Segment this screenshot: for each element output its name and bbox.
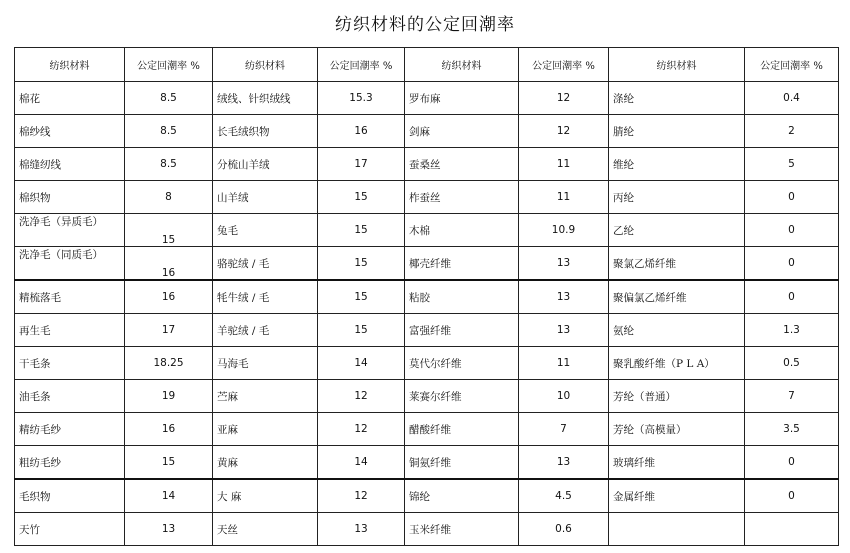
regain-value-cell: 14 [318, 347, 405, 380]
regain-value-cell: 5 [745, 148, 839, 181]
table-header-row [15, 48, 839, 82]
material-name-cell: 聚偏氯乙烯纤维 [609, 280, 745, 314]
regain-value-cell: 7 [745, 380, 839, 413]
regain-value-cell: 0 [745, 247, 839, 281]
regain-value-cell: 0.6 [519, 513, 609, 546]
column-header-material: 纺织材料 [15, 48, 125, 82]
material-name-cell: 牦牛绒 / 毛 [213, 280, 318, 314]
material-name-cell: 羊驼绒 / 毛 [213, 314, 318, 347]
regain-value-cell: 15 [125, 214, 213, 247]
material-name-cell: 棉织物 [15, 181, 125, 214]
material-name-cell: 粗纺毛纱 [15, 446, 125, 480]
table-row [15, 446, 839, 480]
column-header-regain: 公定回潮率 % [318, 48, 405, 82]
table-row [15, 413, 839, 446]
material-name-cell: 涤纶 [609, 82, 745, 115]
material-name-cell: 棉花 [15, 82, 125, 115]
regain-value-cell: 17 [125, 314, 213, 347]
regain-value-cell: 15 [318, 181, 405, 214]
material-name-cell: 山羊绒 [213, 181, 318, 214]
regain-value-cell: 10.9 [519, 214, 609, 247]
column-header-regain: 公定回潮率 % [125, 48, 213, 82]
material-name-cell: 铜氨纤维 [405, 446, 519, 480]
regain-value-cell: 8 [125, 181, 213, 214]
material-name-cell: 苎麻 [213, 380, 318, 413]
regain-value-cell: 4.5 [519, 479, 609, 513]
material-name-cell: 兔毛 [213, 214, 318, 247]
material-name-cell: 木棉 [405, 214, 519, 247]
material-name-cell: 棉纱线 [15, 115, 125, 148]
regain-value-cell: 11 [519, 148, 609, 181]
regain-value-cell: 16 [125, 413, 213, 446]
regain-value-cell: 0 [745, 479, 839, 513]
regain-value-cell: 13 [519, 446, 609, 480]
regain-value-cell: 0 [745, 181, 839, 214]
column-header-regain: 公定回潮率 % [519, 48, 609, 82]
material-name-cell: 大 麻 [213, 479, 318, 513]
regain-value-cell: 14 [125, 479, 213, 513]
regain-value-cell: 13 [519, 314, 609, 347]
material-name-cell: 玻璃纤维 [609, 446, 745, 480]
regain-value-cell: 13 [519, 247, 609, 281]
material-name-cell: 绒线、针织绒线 [213, 82, 318, 115]
material-name-cell: 莱赛尔纤维 [405, 380, 519, 413]
table-row [15, 380, 839, 413]
regain-value-cell: 8.5 [125, 148, 213, 181]
regain-value-cell: 8.5 [125, 115, 213, 148]
material-name-cell: 乙纶 [609, 214, 745, 247]
material-name-cell: 醋酸纤维 [405, 413, 519, 446]
material-name-cell: 金属纤维 [609, 479, 745, 513]
material-name-cell: 天丝 [213, 513, 318, 546]
regain-value-cell: 16 [318, 115, 405, 148]
regain-value-cell: 15.3 [318, 82, 405, 115]
regain-value-cell: 12 [519, 82, 609, 115]
material-name-cell: 剑麻 [405, 115, 519, 148]
column-header-material: 纺织材料 [405, 48, 519, 82]
table-row [15, 115, 839, 148]
regain-value-cell [745, 513, 839, 546]
regain-value-cell: 12 [318, 380, 405, 413]
material-name-cell: 干毛条 [15, 347, 125, 380]
regain-value-cell: 15 [318, 314, 405, 347]
material-name-cell: 天竹 [15, 513, 125, 546]
regain-value-cell: 12 [519, 115, 609, 148]
material-name-cell: 莫代尔纤维 [405, 347, 519, 380]
regain-value-cell: 12 [318, 479, 405, 513]
material-name-cell: 马海毛 [213, 347, 318, 380]
regain-value-cell: 13 [318, 513, 405, 546]
material-name-cell: 氨纶 [609, 314, 745, 347]
material-name-cell: 维纶 [609, 148, 745, 181]
regain-value-cell: 16 [125, 280, 213, 314]
table-row [15, 347, 839, 380]
regain-value-cell: 8.5 [125, 82, 213, 115]
material-name-cell: 柞蚕丝 [405, 181, 519, 214]
regain-value-cell: 0.4 [745, 82, 839, 115]
regain-value-cell: 0.5 [745, 347, 839, 380]
regain-value-cell: 15 [318, 214, 405, 247]
regain-value-cell: 19 [125, 380, 213, 413]
regain-value-cell: 12 [318, 413, 405, 446]
regain-value-cell: 16 [125, 247, 213, 281]
material-name-cell: 粘胶 [405, 280, 519, 314]
material-name-cell [609, 513, 745, 546]
regain-value-cell: 2 [745, 115, 839, 148]
material-name-cell: 蚕桑丝 [405, 148, 519, 181]
regain-value-cell: 10 [519, 380, 609, 413]
material-name-cell: 黄麻 [213, 446, 318, 480]
regain-value-cell: 7 [519, 413, 609, 446]
material-name-cell: 腈纶 [609, 115, 745, 148]
regain-value-cell: 13 [125, 513, 213, 546]
table-row [15, 214, 839, 247]
material-name-cell: 亚麻 [213, 413, 318, 446]
regain-value-cell: 0 [745, 446, 839, 480]
table-row [15, 148, 839, 181]
material-name-cell: 芳纶（普通） [609, 380, 745, 413]
material-name-cell: 富强纤维 [405, 314, 519, 347]
material-name-cell: 分梳山羊绒 [213, 148, 318, 181]
regain-value-cell: 11 [519, 347, 609, 380]
regain-value-cell: 11 [519, 181, 609, 214]
table-row [15, 82, 839, 115]
material-name-cell: 丙纶 [609, 181, 745, 214]
material-name-cell: 锦纶 [405, 479, 519, 513]
table-row [15, 181, 839, 214]
table-row [15, 314, 839, 347]
regain-value-cell: 18.25 [125, 347, 213, 380]
material-name-cell: 聚氯乙烯纤维 [609, 247, 745, 281]
regain-value-cell: 15 [318, 280, 405, 314]
material-name-cell: 精纺毛纱 [15, 413, 125, 446]
column-header-material: 纺织材料 [609, 48, 745, 82]
material-name-cell: 长毛绒织物 [213, 115, 318, 148]
material-name-cell: 精梳落毛 [15, 280, 125, 314]
regain-value-cell: 13 [519, 280, 609, 314]
regain-value-cell: 3.5 [745, 413, 839, 446]
material-name-cell: 油毛条 [15, 380, 125, 413]
material-name-cell: 洗净毛（异质毛） [15, 214, 125, 247]
material-name-cell: 椰壳纤维 [405, 247, 519, 281]
table-row [15, 280, 839, 314]
material-name-cell: 毛织物 [15, 479, 125, 513]
material-name-cell: 玉米纤维 [405, 513, 519, 546]
regain-value-cell: 0 [745, 214, 839, 247]
regain-value-cell: 17 [318, 148, 405, 181]
material-name-cell: 洗净毛（同质毛） [15, 247, 125, 281]
material-name-cell: 罗布麻 [405, 82, 519, 115]
material-name-cell: 棉缝纫线 [15, 148, 125, 181]
material-name-cell: 再生毛 [15, 314, 125, 347]
moisture-regain-table [14, 47, 839, 546]
regain-value-cell: 15 [125, 446, 213, 480]
material-name-cell: 骆驼绒 / 毛 [213, 247, 318, 281]
regain-value-cell: 1.3 [745, 314, 839, 347]
material-name-cell: 聚乳酸纤维（P L A） [609, 347, 745, 380]
column-header-material: 纺织材料 [213, 48, 318, 82]
material-name-cell: 芳纶（高模量） [609, 413, 745, 446]
regain-value-cell: 0 [745, 280, 839, 314]
table-row [15, 479, 839, 513]
column-header-regain: 公定回潮率 % [745, 48, 839, 82]
page-title: 纺织材料的公定回潮率 [335, 15, 515, 35]
regain-value-cell: 15 [318, 247, 405, 281]
regain-value-cell: 14 [318, 446, 405, 480]
table-row [15, 247, 839, 281]
table-row [15, 513, 839, 546]
